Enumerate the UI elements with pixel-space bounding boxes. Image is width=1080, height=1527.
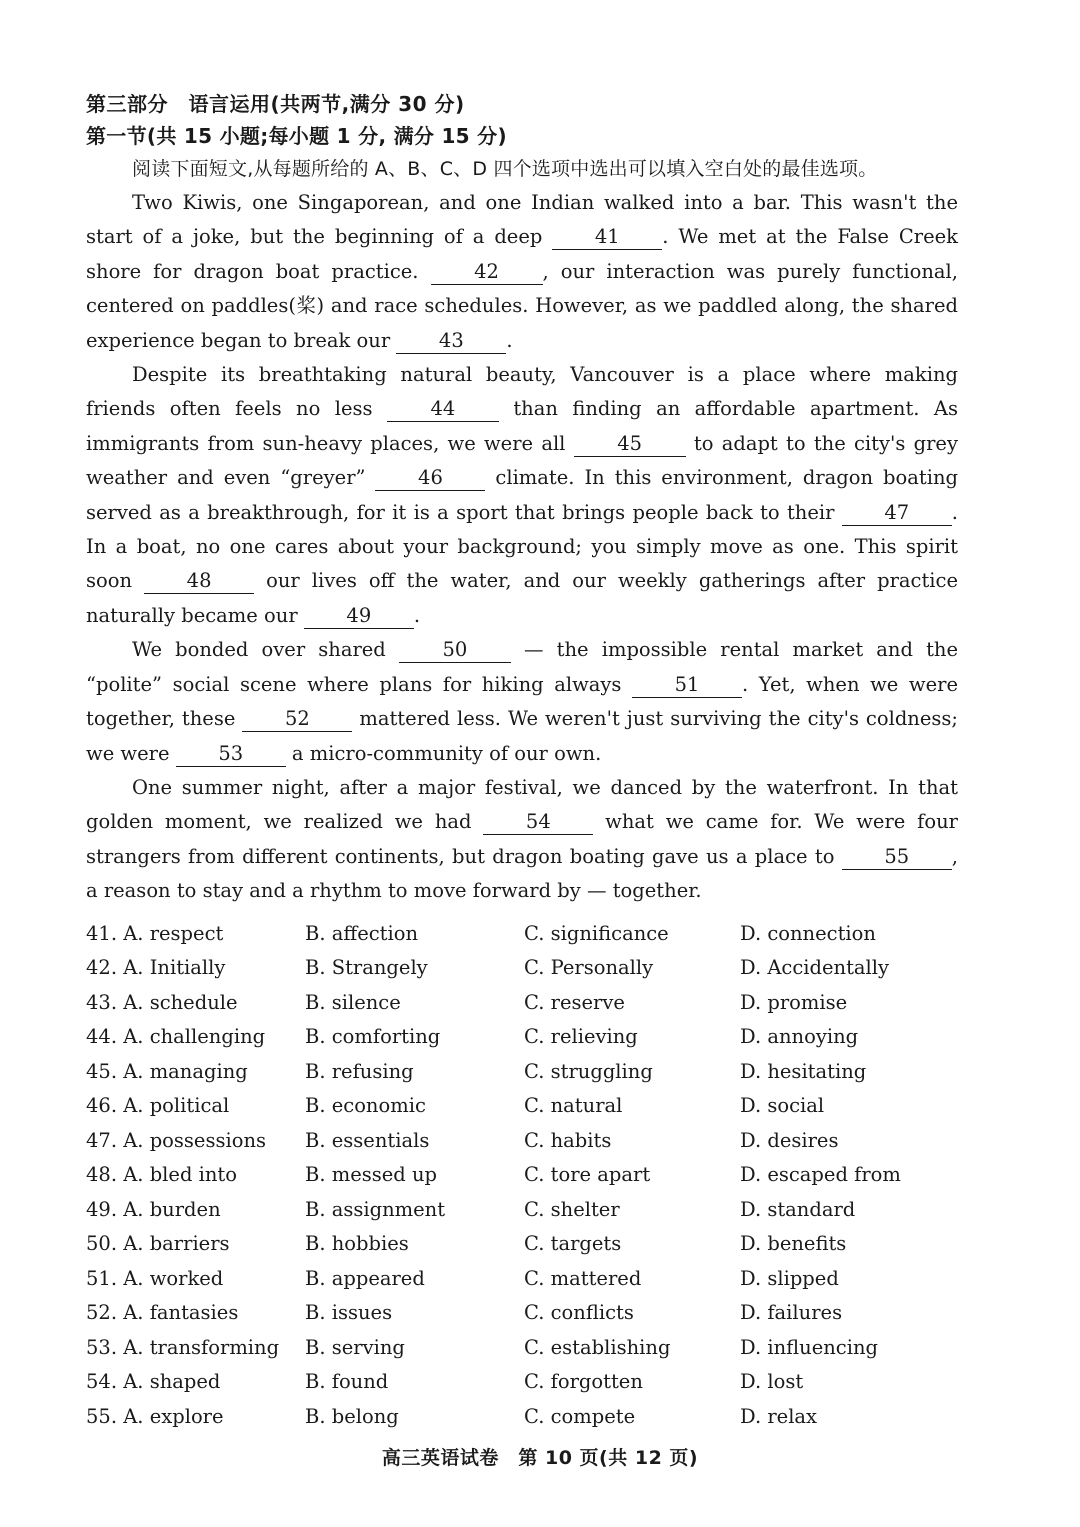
option-48-c: C. tore apart <box>524 1163 651 1187</box>
passage-text: — the impossible rental market and the “polite” social scene where plans for hiking always <box>86 638 959 696</box>
option-52-a: 52. A. fantasies <box>86 1301 239 1325</box>
passage-text: . In a boat, no one cares about your background; you simply move as one. This spirit soon <box>86 500 958 593</box>
option-row-42 <box>86 951 958 986</box>
passage-text: . <box>413 603 421 627</box>
passage-text: One summer night, after a major festival, we danced by the waterfront. In that golden moment, we realized we had <box>86 775 958 834</box>
option-44-a: 44. A. challenging <box>86 1025 266 1049</box>
option-55-d: D. relax <box>740 1404 818 1428</box>
passage-text: our lives off the water, and our weekly gatherings after practice naturally became our <box>86 569 958 627</box>
option-46-b: B. economic <box>305 1094 426 1118</box>
option-43-c: C. reserve <box>524 990 625 1014</box>
passage-text: mattered less. We weren't just surviving the city's coldness; we were <box>86 707 958 765</box>
exam-page <box>86 88 958 909</box>
instruction-text: 阅读下面短文,从每题所给的 A、B、C、D 四个选项中选出可以填入空白处的最佳选项。 <box>132 158 878 180</box>
blank-42: 42 <box>431 260 543 285</box>
passage-text: . Yet, when we were together, these <box>86 672 959 731</box>
option-row-54 <box>86 1365 958 1400</box>
option-row-43 <box>86 985 958 1020</box>
option-51-c: C. mattered <box>524 1266 642 1290</box>
option-49-c: C. shelter <box>524 1197 620 1221</box>
option-52-c: C. conflicts <box>524 1301 634 1325</box>
passage-text: to adapt to the city's grey weather and even “greyer” <box>86 431 958 490</box>
option-41-a: 41. A. respect <box>86 921 224 945</box>
option-43-b: B. silence <box>305 990 401 1014</box>
passage-text: Despite its breathtaking natural beauty, Vancouver is a place where making friends often feels no less <box>86 363 958 421</box>
option-52-d: D. failures <box>740 1301 843 1325</box>
blank-43: 43 <box>396 329 506 354</box>
option-47-c: C. habits <box>524 1128 612 1152</box>
blank-50: 50 <box>399 638 511 663</box>
option-44-d: D. annoying <box>740 1025 859 1049</box>
passage-text: what we came for. We were four strangers from different continents, but dragon boating gave us a place to <box>86 810 958 868</box>
option-53-d: D. influencing <box>740 1335 878 1359</box>
passage-text: We bonded over shared <box>132 638 399 662</box>
option-row-47 <box>86 1123 958 1158</box>
option-row-52 <box>86 1296 958 1331</box>
option-41-d: D. connection <box>740 921 876 945</box>
option-row-45 <box>86 1054 958 1089</box>
option-49-a: 49. A. burden <box>86 1197 221 1221</box>
passage-text: , our interaction was purely functional, centered on paddles(桨) and race schedules. However, as we paddled along, the shared experience began to break our <box>86 259 958 352</box>
option-55-c: C. compete <box>524 1404 636 1428</box>
option-row-51 <box>86 1261 958 1296</box>
option-43-d: D. promise <box>740 990 848 1014</box>
option-54-a: 54. A. shaped <box>86 1370 221 1394</box>
passage-text: , a reason to stay and a rhythm to move forward by — together. <box>86 844 958 903</box>
option-50-a: 50. A. barriers <box>86 1232 230 1256</box>
option-42-c: C. Personally <box>524 956 654 980</box>
blank-52: 52 <box>242 707 352 732</box>
option-51-d: D. slipped <box>740 1266 839 1290</box>
option-row-55 <box>86 1399 958 1434</box>
option-row-53 <box>86 1330 958 1365</box>
option-55-b: B. belong <box>305 1404 399 1428</box>
page-footer: 高三英语试卷 第 10 页(共 12 页) <box>381 1447 699 1469</box>
option-47-b: B. essentials <box>305 1128 430 1152</box>
option-48-a: 48. A. bled into <box>86 1163 238 1187</box>
option-48-b: B. messed up <box>305 1163 438 1187</box>
option-48-d: D. escaped from <box>740 1163 901 1187</box>
option-54-b: B. found <box>305 1370 389 1394</box>
blank-47: 47 <box>842 501 952 526</box>
passage-paragraph-4 <box>86 771 958 909</box>
option-45-b: B. refusing <box>305 1059 414 1083</box>
option-row-46 <box>86 1089 958 1124</box>
passage-text: Two Kiwis, one Singaporean, and one Indian walked into a bar. This wasn't the start of a joke, but the beginning of a deep <box>86 191 958 249</box>
option-53-b: B. serving <box>305 1335 405 1359</box>
option-41-b: B. affection <box>305 921 419 945</box>
option-50-d: D. benefits <box>740 1232 847 1256</box>
answer-options <box>86 916 958 1434</box>
option-43-a: 43. A. schedule <box>86 990 238 1014</box>
option-44-b: B. comforting <box>305 1025 441 1049</box>
option-50-b: B. hobbies <box>305 1232 409 1256</box>
option-45-a: 45. A. managing <box>86 1059 248 1083</box>
option-53-c: C. establishing <box>524 1335 671 1359</box>
blank-44: 44 <box>387 397 499 422</box>
option-46-c: C. natural <box>524 1094 623 1118</box>
passage-paragraph-1 <box>86 186 958 358</box>
blank-41: 41 <box>552 225 662 250</box>
option-55-a: 55. A. explore <box>86 1404 224 1428</box>
blank-48: 48 <box>144 569 254 594</box>
option-51-b: B. appeared <box>305 1266 425 1290</box>
option-row-48 <box>86 1158 958 1193</box>
option-49-d: D. standard <box>740 1197 856 1221</box>
blank-45: 45 <box>574 432 686 457</box>
blank-55: 55 <box>842 845 952 870</box>
option-42-d: D. Accidentally <box>740 956 890 980</box>
passage-text: . We met at the False Creek shore for dragon boat practice. <box>86 225 958 283</box>
passage-text: . <box>506 328 513 352</box>
part-title: 第三部分 语言运用(共两节,满分 30 分) <box>86 92 465 116</box>
option-51-a: 51. A. worked <box>86 1266 224 1290</box>
option-46-a: 46. A. political <box>86 1094 230 1118</box>
blank-51: 51 <box>632 673 742 698</box>
blank-53: 53 <box>176 742 286 767</box>
passage-paragraph-2 <box>86 358 958 633</box>
option-42-a: 42. A. Initially <box>86 956 226 980</box>
blank-49: 49 <box>304 604 414 629</box>
option-44-c: C. relieving <box>524 1025 638 1049</box>
section-title: 第一节(共 15 小题;每小题 1 分, 满分 15 分) <box>86 124 507 148</box>
option-49-b: B. assignment <box>305 1197 446 1221</box>
blank-54: 54 <box>483 810 593 835</box>
option-row-44 <box>86 1020 958 1055</box>
option-47-d: D. desires <box>740 1128 839 1152</box>
option-42-b: B. Strangely <box>305 956 428 980</box>
option-50-c: C. targets <box>524 1232 622 1256</box>
option-row-50 <box>86 1227 958 1262</box>
option-41-c: C. significance <box>524 921 669 945</box>
option-54-c: C. forgotten <box>524 1370 643 1394</box>
option-row-49 <box>86 1192 958 1227</box>
option-45-d: D. hesitating <box>740 1059 867 1083</box>
option-52-b: B. issues <box>305 1301 393 1325</box>
passage-text: a micro-community of our own. <box>285 741 602 765</box>
passage-paragraph-3 <box>86 633 958 771</box>
option-row-41 <box>86 916 958 951</box>
option-53-a: 53. A. transforming <box>86 1335 280 1359</box>
passage-text: than finding an affordable apartment. As immigrants from sun-heavy places, we were all <box>86 397 958 455</box>
option-45-c: C. struggling <box>524 1059 653 1083</box>
passage-text: climate. In this environment, dragon boating served as a breakthrough, for it is a sport that brings people back to their <box>86 466 958 524</box>
option-46-d: D. social <box>740 1094 825 1118</box>
blank-46: 46 <box>375 466 485 491</box>
option-54-d: D. lost <box>740 1370 804 1394</box>
option-47-a: 47. A. possessions <box>86 1128 267 1152</box>
